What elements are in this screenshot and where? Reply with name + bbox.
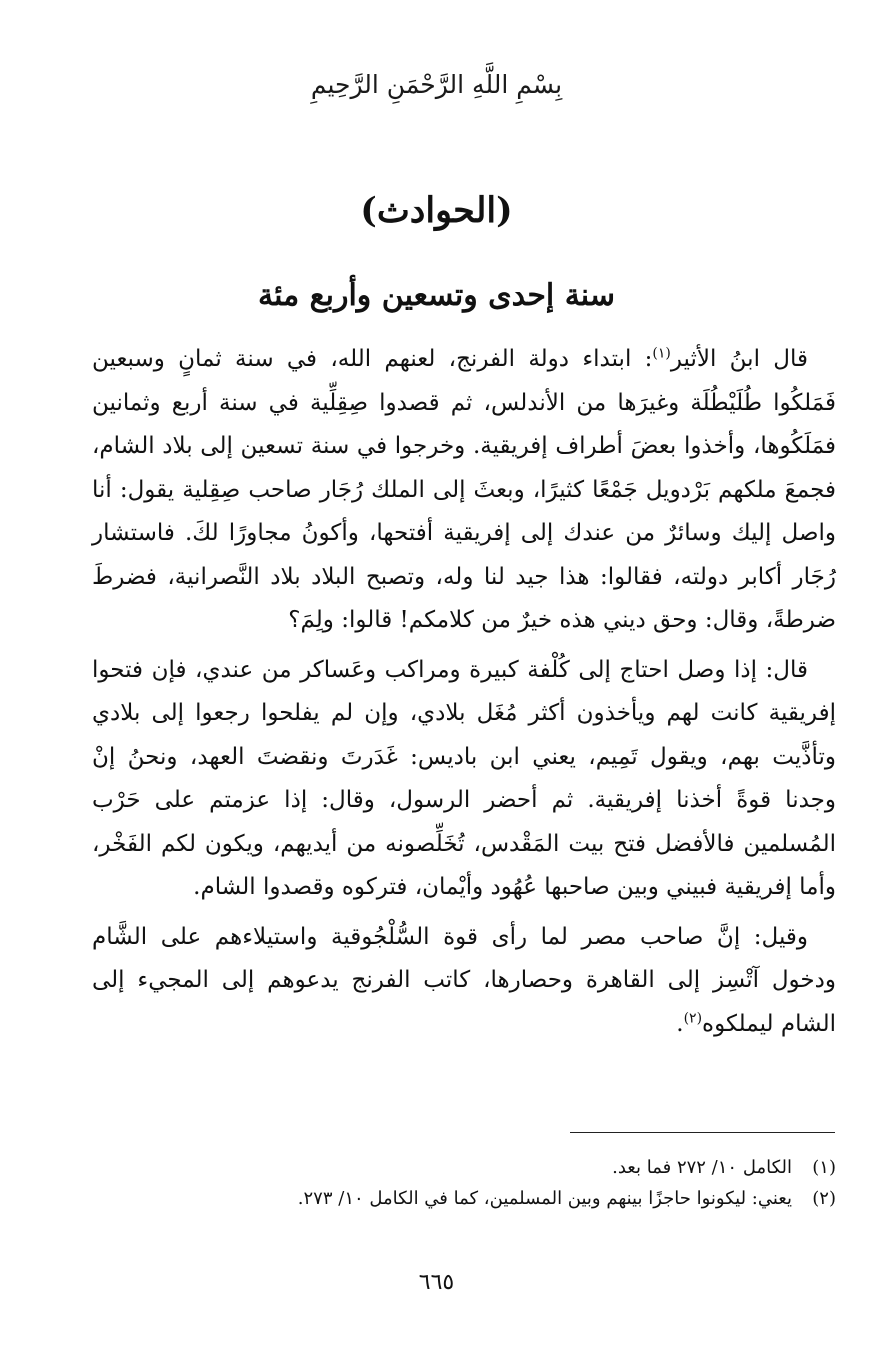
paragraph-1: [92, 338, 836, 643]
footnote-number: (٢): [812, 1188, 836, 1209]
footnote-1: [100, 1152, 836, 1183]
footnote-text: الكامل ١٠/ ٢٧٢ فما بعد.: [612, 1157, 792, 1178]
footnotes: [100, 1152, 836, 1214]
paragraph-1-start: قال ابنُ الأثير: [670, 346, 808, 372]
footnote-divider: [570, 1132, 835, 1133]
paragraph-3-start: وقيل: إنَّ صاحب مصر لما رأى قوة السُّلْجُوقية واستيلاءهم على الشَّام ودخول آتْسِز إلى القاهرة وحصارها، كاتب الفرنج يدعوهم إلى المجيء إلى الشام ليملكوه: [92, 923, 836, 1037]
body-text: [92, 338, 836, 1052]
footnote-ref-1: (١): [652, 345, 671, 362]
basmala-header: بِسْمِ اللَّهِ الرَّحْمَنِ الرَّحِيمِ: [310, 70, 563, 99]
paragraph-2: قال: إذا وصل احتاج إلى كُلْفة كبيرة ومراكب وعَساكر من عندي، فإن فتحوا إفريقية كانت لهم ويأخذون أكثر مُغَل بلادي، وإن لم يفلحوا رجعوا إلى بلادي وتأذَّيت بهم، ويقول تَمِيم، يعني ابن باديس: غَدَرتَ ونقضتَ العهد، ونحنُ إنْ وجدنا قوةً أخذنا إفريقية. ثم أحضر الرسول، وقال: إذا عزمتم على حَرْب المُسلمين فالأفضل فتح بيت المَقْدس، تُخَلِّصونه من أيديهم، ويكون لكم الفَخْر، وأما إفريقية فبيني وبين صاحبها عُهُود وأيْمان، فتركوه وقصدوا الشام.: [92, 656, 836, 900]
footnote-number: (١): [812, 1157, 836, 1178]
footnote-2: [100, 1183, 836, 1214]
paragraph-3-rest: .: [676, 1010, 684, 1037]
footnote-text: يعني: ليكونوا حاجزًا بينهم وبين المسلمين، كما في الكامل ١٠/ ٢٧٣.: [297, 1188, 792, 1209]
page-number: ٦٦٥: [418, 1270, 455, 1295]
footnote-ref-2: (٢): [683, 1009, 703, 1026]
paragraph-3: [92, 916, 836, 1047]
paragraph-1-rest: : ابتداء دولة الفرنج، لعنهم الله، في سنة ثمانٍ وسبعين فَمَلكُوا طُلَيْطُلَة وغيرَها من الأندلس، ثم قصدوا صِقِلِّية في سنة أربع وثمانين فمَلَكُوها، وأخذوا بعضَ أطراف إفريقية. وخرجوا في سنة تسعين إلى بلاد الشام، فجمعَ ملكهم بَرْدويل جَمْعًا كثيرًا، وبعثَ إلى الملك رُجَار صاحب صِقِلية يقول: أنا واصل إليك وسائرٌ من عندك إلى إفريقية أفتحها، وأكونُ مجاورًا لكَ. فاستشار رُجَار أكابر دولته، فقالوا: هذا جيد لنا وله، وتصبح البلاد بلاد النَّصرانية، فضرطَ ضرطةً، وقال: وحق ديني هذه خيرٌ من كلامكم! قالوا: ولِمَ؟: [92, 346, 836, 633]
section-title: سنة إحدى وتسعين وأربع مئة: [258, 278, 615, 313]
chapter-title: (الحوادث): [360, 190, 513, 231]
